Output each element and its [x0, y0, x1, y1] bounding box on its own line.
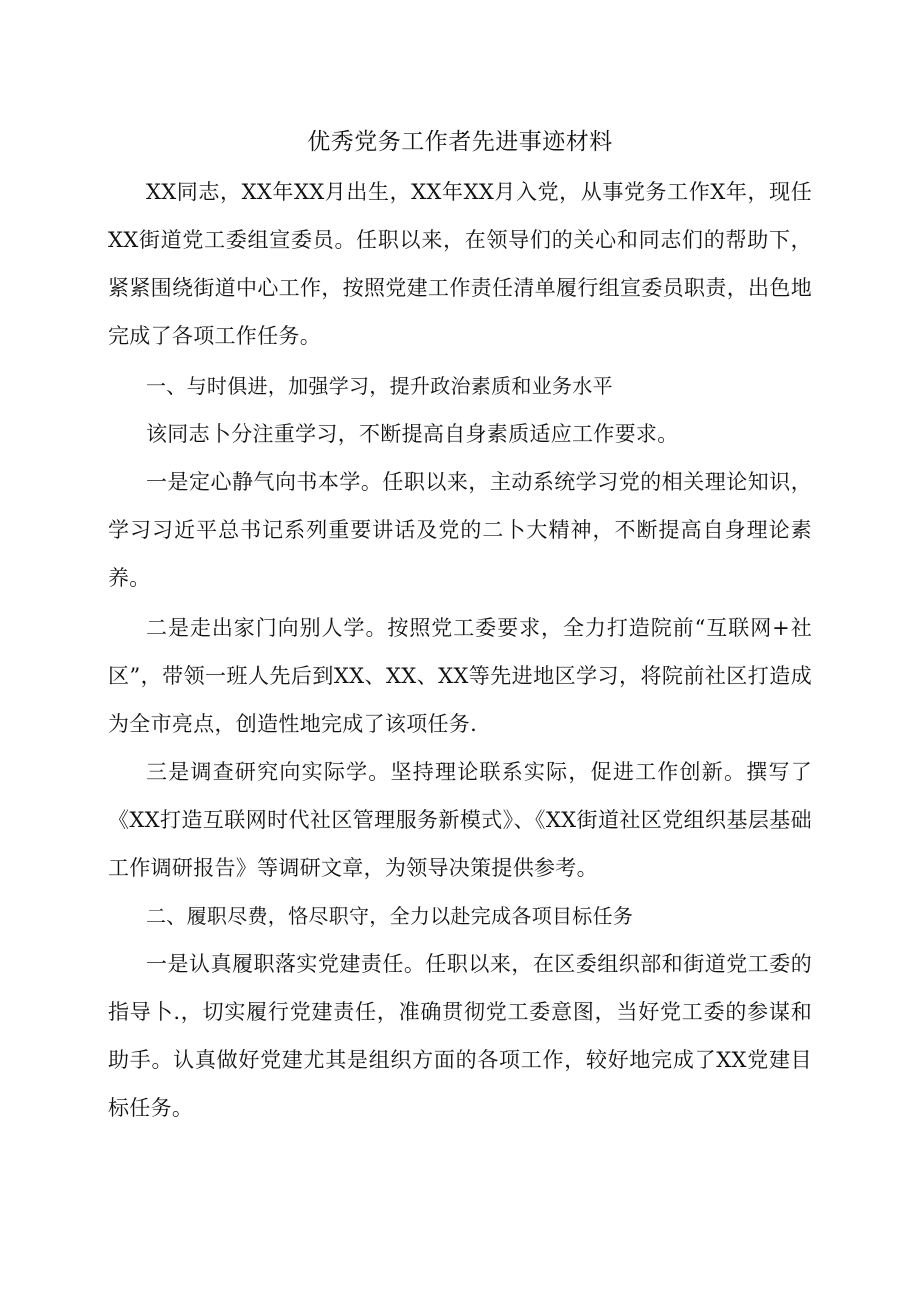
document-title: 优秀党务工作者先进事迹材料 [307, 129, 613, 155]
section-2-paragraph-1: 一是认真履职落实党建责任。任职以来，在区委组织部和街道党工委的指导卜.，切实履行党建责任，准确贯彻党工委意图，当好党工委的参谋和助手。认真做好党建尤其是组织方面的各项工作，较好地完成了XX党建目标任务。 [108, 952, 812, 1120]
section-1-paragraph-3: 二是走出家门向别人学。按照党工委要求，全力打造院前“互联网+社区”，带领一班人先后到XX、XX、XX等先进地区学习，将院前社区打造成为全市亮点，创造性地完成了该项任务. [108, 616, 812, 736]
intro-paragraph: XX同志，XX年XX月出生，XX年XX月入党，从事党务工作X年，现任XX街道党工委组宣委员。任职以来，在领导们的关心和同志们的帮助下，紧紧围绕街道中心工作，按照党建工作责任清单履行组宣委员职责，出色地完成了各项工作任务。 [108, 180, 812, 348]
section-1-paragraph-2: 一是定心静气向书本学。任职以来，主动系统学习党的相关理论知识，学习习近平总书记系列重要讲话及党的二卜大精神，不断提高自身理论素养。 [108, 470, 812, 590]
section-1-paragraph-4: 三是调查研究向实际学。坚持理论联系实际，促进工作创新。撰写了《XX打造互联网时代社区管理服务新模式》、《XX街道社区党组织基层基础工作调研报告》等调研文章，为领导决策提供参考。 [108, 760, 812, 880]
section-1-heading: 一、与时俱进，加强学习，提升政治素质和业务水平 [146, 374, 613, 398]
section-1-paragraph-1: 该同志卜分注重学习，不断提高自身素质适应工作要求。 [146, 422, 679, 446]
section-2-heading: 二、履职尽费，恪尽职守，全力以赴完成各项目标任务 [146, 904, 634, 928]
